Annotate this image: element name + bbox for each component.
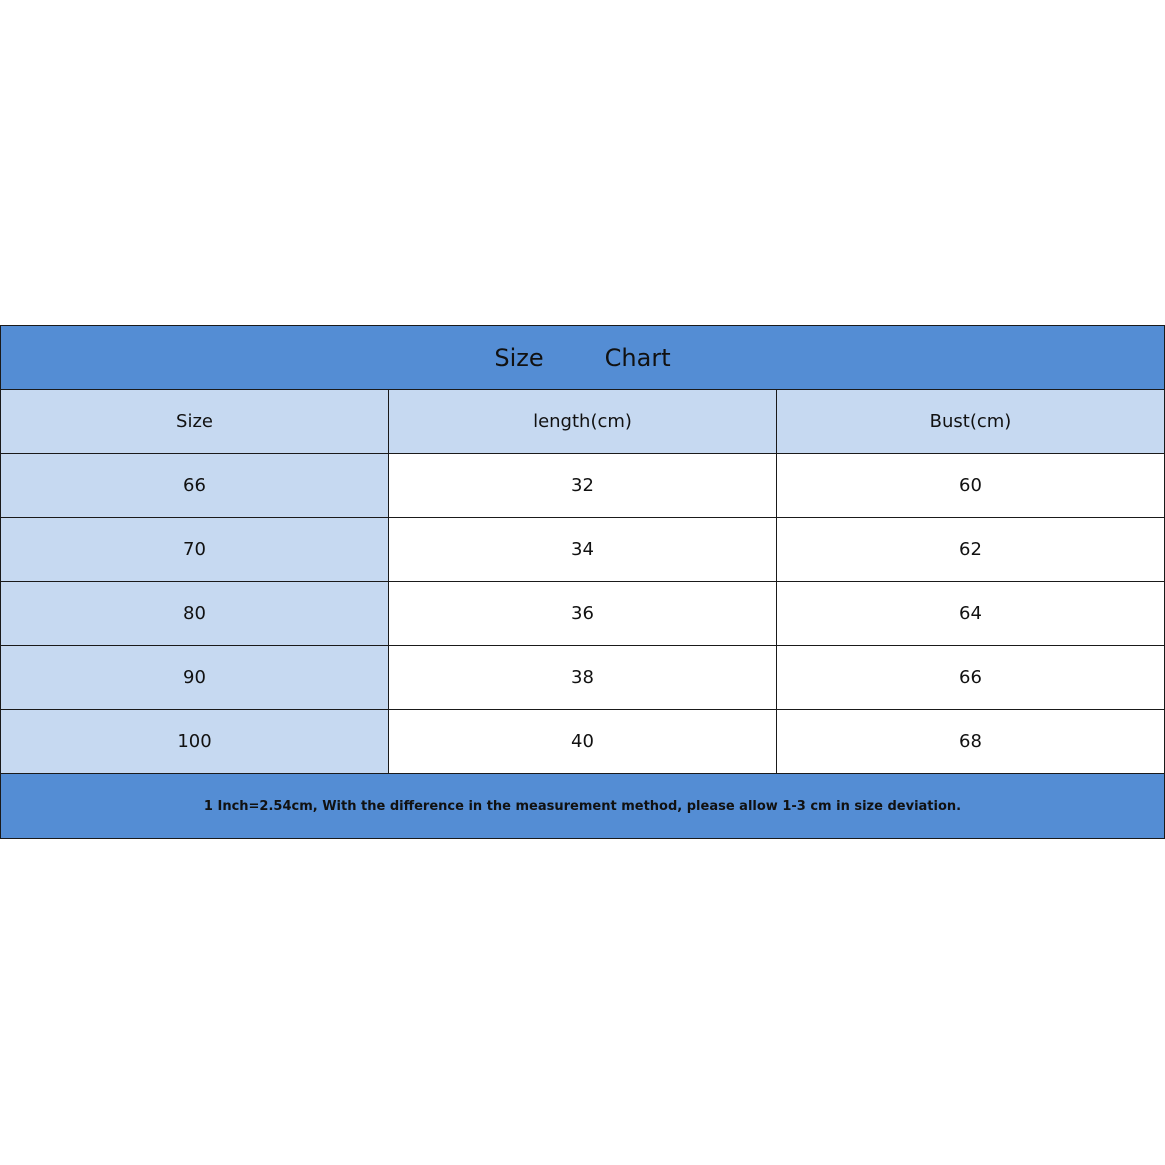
measurement-note: 1 Inch=2.54cm, With the difference in the measurement method, please allow 1-3 cm in size deviation. — [1, 774, 1165, 839]
table-row — [1, 582, 1165, 646]
table-row — [1, 518, 1165, 582]
title-row — [1, 326, 1165, 390]
bust-cell: 64 — [777, 582, 1165, 646]
size-chart-table — [0, 325, 1165, 839]
length-cell: 38 — [389, 646, 777, 710]
size-cell: 66 — [1, 454, 389, 518]
size-cell: 100 — [1, 710, 389, 774]
length-cell: 40 — [389, 710, 777, 774]
header-row — [1, 390, 1165, 454]
bust-cell: 62 — [777, 518, 1165, 582]
chart-title: Size Chart — [1, 326, 1165, 390]
length-cell: 36 — [389, 582, 777, 646]
size-cell: 90 — [1, 646, 389, 710]
bust-cell: 60 — [777, 454, 1165, 518]
table-row — [1, 710, 1165, 774]
bust-cell: 68 — [777, 710, 1165, 774]
length-cell: 32 — [389, 454, 777, 518]
bust-cell: 66 — [777, 646, 1165, 710]
column-header-length: length(cm) — [389, 390, 777, 454]
length-cell: 34 — [389, 518, 777, 582]
table-row — [1, 454, 1165, 518]
note-row — [1, 774, 1165, 839]
table-row — [1, 646, 1165, 710]
column-header-bust: Bust(cm) — [777, 390, 1165, 454]
size-cell: 70 — [1, 518, 389, 582]
column-header-size: Size — [1, 390, 389, 454]
size-cell: 80 — [1, 582, 389, 646]
